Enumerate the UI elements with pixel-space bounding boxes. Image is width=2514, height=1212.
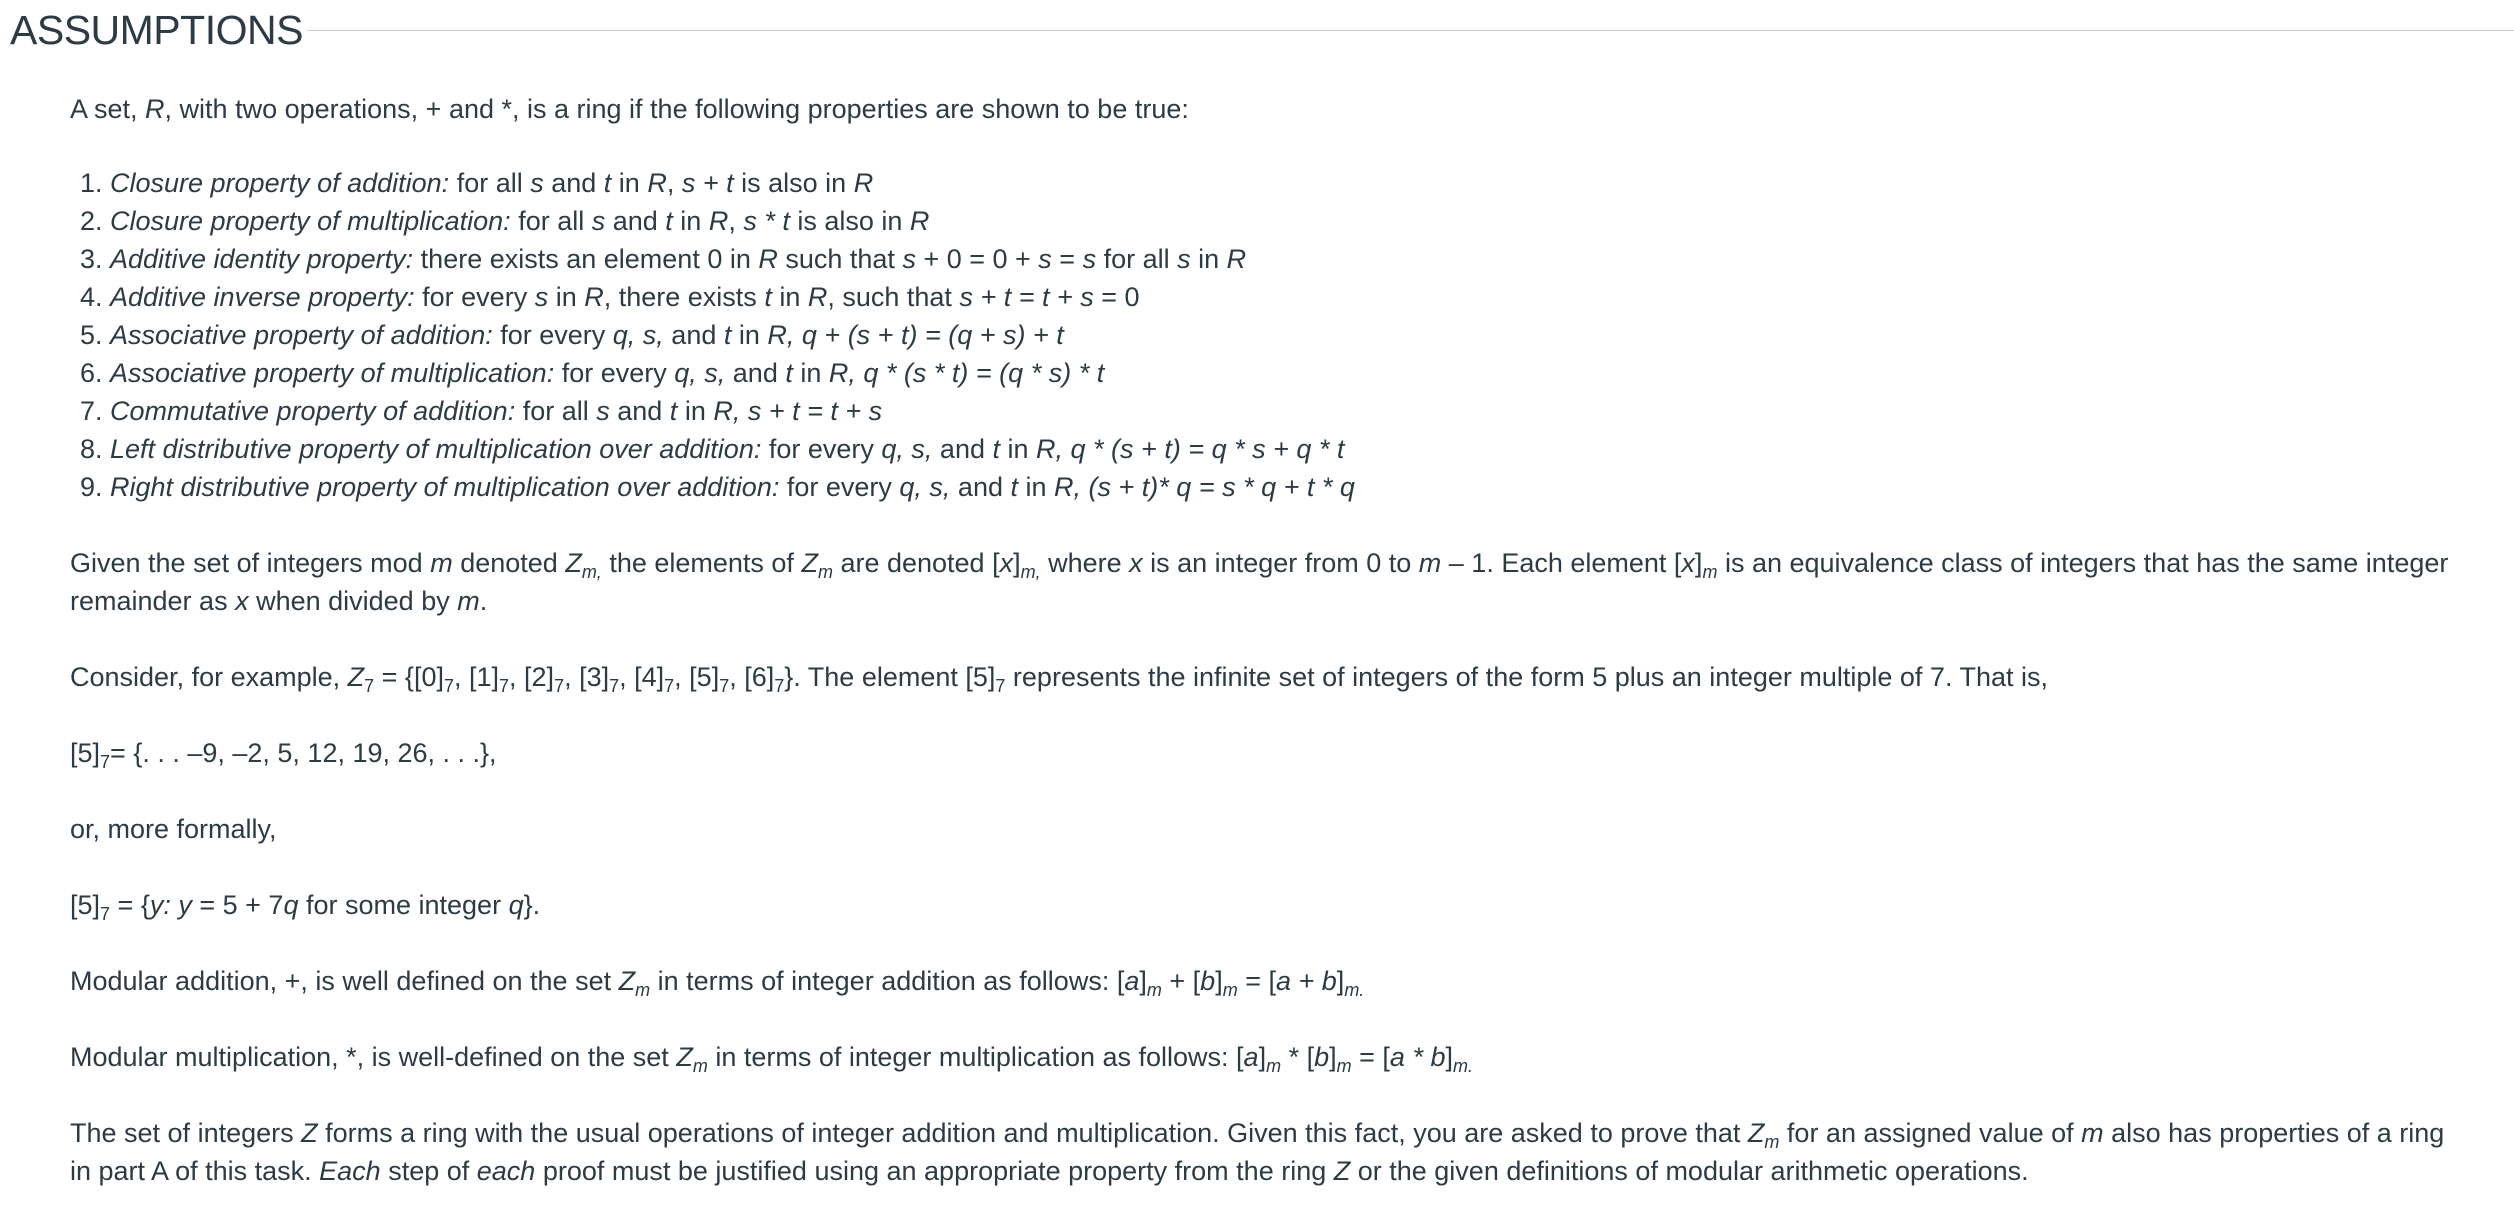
list-item: 3. Additive identity property: there exists an element 0 in R such that s + 0 = 0 + s = s for all s in R (110, 240, 2470, 278)
page-title: ASSUMPTIONS (10, 7, 303, 53)
final-paragraph: The set of integers Z forms a ring with the usual operations of integer addition and multiplication. Given this fact, you are asked to prove that $Z_m$ for an assigned value of m also has properties of a ring in part A of this task. Each step of each proof must be justified using an appropriate property from the ring Z or the given definitions of modular arithmetic operations. (70, 1118, 2445, 1186)
list-item: 2. Closure property of multiplication: for all s and t in R, s * t is also in R (110, 202, 2470, 240)
example-paragraph: Consider, for example, $Z_7 = \{[0]_7$, $[1]_7$, $[2]_7$, $[3]_7$, $[4]_7$, $[5]_7$, $[6]_7$}. The element $[5]_7$ represents the infinite set of integers of the form 5 plus an integer multiple of 7. That is, (70, 662, 2048, 696)
heading-row (10, 0, 2514, 60)
formally-text: or, more formally, (70, 814, 277, 844)
modular-multiplication-paragraph: Modular multiplication, *, is well-defined on the set $Z_m$ in terms of integer multiplication as follows: $[a]_m * [b]_m = [a * b]_{m.}$ (70, 1042, 1473, 1076)
list-item: 4. Additive inverse property: for every s in R, there exists t in R, such that s + t = t + s = 0 (110, 278, 2470, 316)
set-listing: $[5]_7=$ {. . . –9, –2, 5, 12, 19, 26, . . .}, (70, 738, 497, 772)
list-item: 1. Closure property of addition: for all s and t in R, s + t is also in R (110, 164, 2470, 202)
list-item: 6. Associative property of multiplication: for every q, s, and t in R, q * (s * t) = (q * s) * t (110, 354, 2470, 392)
intro-paragraph: A set, R, with two operations, + and *, is a ring if the following properties are shown to be true: (70, 94, 1189, 124)
list-item: 7. Commutative property of addition: for all s and t in R, s + t = t + s (110, 392, 2470, 430)
given-paragraph: Given the set of integers mod m denoted $Z_{m,}$ the elements of $Z_m$ are denoted $[x]_{m,}$ where x is an integer from 0 to m – 1. Each element $[x]_m$ is an equivalence class of integers that has the same integer remainder as x when divided by m. (70, 548, 2449, 616)
list-item: 8. Left distributive property of multiplication over addition: for every q, s, and t in R, q * (s + t) = q * s + q * t (110, 430, 2470, 468)
heading-divider (307, 30, 2514, 31)
modular-addition-paragraph: Modular addition, +, is well defined on the set $Z_m$ in terms of integer addition as follows: $[a]_m + [b]_m = [a + b]_{m.}$ (70, 966, 1365, 1000)
content-body (70, 90, 2470, 1190)
list-item: 9. Right distributive property of multiplication over addition: for every q, s, and t in R, (s + t)* q = s * q + t * q (110, 468, 2470, 506)
ring-properties-list (70, 164, 2470, 506)
list-item: 5. Associative property of addition: for every q, s, and t in R, q + (s + t) = (q + s) + t (110, 316, 2470, 354)
set-builder: $[5]_7 = \{y$: y = 5 + 7q for some integer q}. (70, 890, 541, 924)
